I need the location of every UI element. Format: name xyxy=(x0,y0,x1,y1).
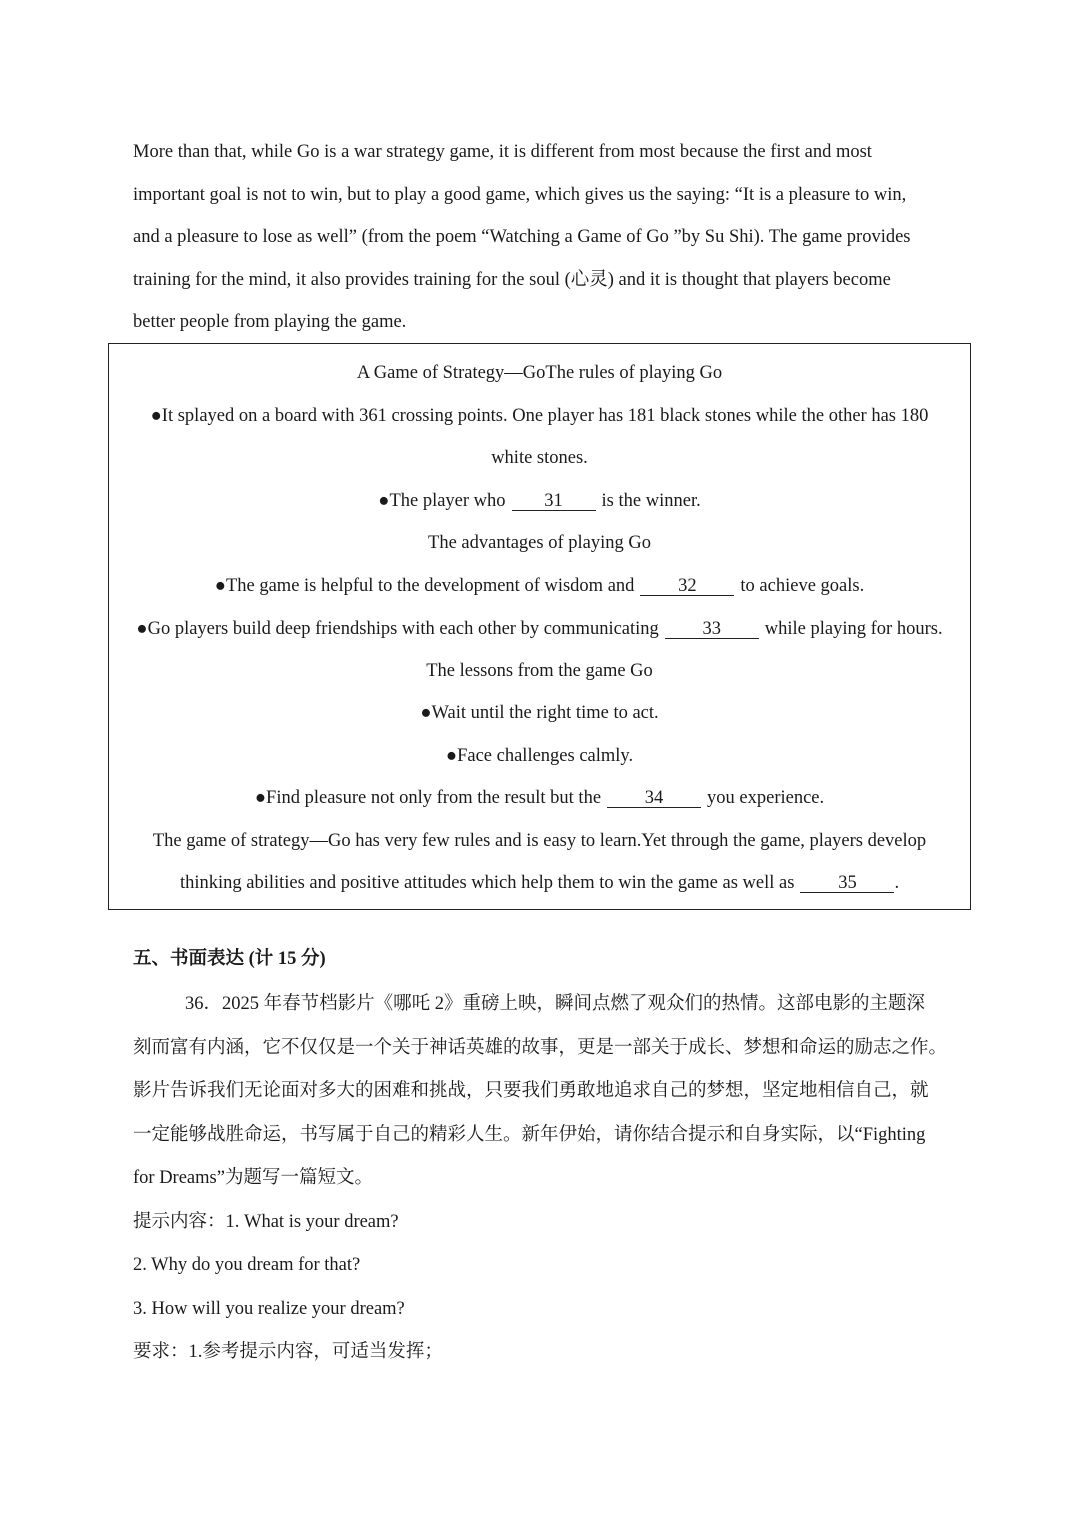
advantage-1 xyxy=(109,574,970,598)
blank-32[interactable]: 32 xyxy=(640,577,734,596)
blank-34[interactable]: 34 xyxy=(607,789,701,808)
summary-line-b-post: . xyxy=(894,873,900,893)
hint-1: 提示内容：1. What is your dream? xyxy=(133,1211,399,1232)
lesson-3 xyxy=(109,786,970,810)
question-36-line: 刻而富有内涵，它不仅仅是一个关于神话英雄的故事，更是一部关于成长、梦想和命运的励志之作。 xyxy=(133,1037,948,1058)
passage-line: More than that, while Go is a war strategy game, it is different from most because the first and most xyxy=(133,142,872,162)
question-36-line: 一定能够战胜命运，书写属于自己的精彩人生。新年伊始，请你结合提示和自身实际，以“Fighting xyxy=(133,1124,926,1145)
rule-2-pre: ●The player who xyxy=(378,491,506,511)
question-36-line: 影片告诉我们无论面对多大的困难和挑战，只要我们勇敢地追求自己的梦想，坚定地相信自己，就 xyxy=(133,1081,929,1101)
lesson-1: ●Wait until the right time to act. xyxy=(420,703,659,723)
advantages-heading: The advantages of playing Go xyxy=(428,533,651,553)
passage-line: training for the mind, it also provides training for the soul (心灵) and it is thought that players become xyxy=(133,269,891,290)
passage-line: and a pleasure to lose as well” (from the poem “Watching a Game of Go ”by Su Shi). The game provides xyxy=(133,227,911,247)
rule-2-post: is the winner. xyxy=(601,491,701,511)
blank-33[interactable]: 33 xyxy=(665,620,759,639)
lesson-3-pre: ●Find pleasure not only from the result but the xyxy=(254,788,602,808)
hint-2: 2. Why do you dream for that? xyxy=(133,1255,361,1275)
summary-line-b xyxy=(109,871,970,895)
requirement-1: 要求：1.参考提示内容，可适当发挥； xyxy=(133,1342,443,1362)
passage-line: important goal is not to win, but to play a good game, which gives us the saying: “It is a pleasure to win, xyxy=(133,184,907,205)
lesson-3-post: you experience. xyxy=(707,788,825,808)
advantage-2-pre: ●Go players build deep friendships with each other by communicating xyxy=(136,619,659,639)
blank-31[interactable]: 31 xyxy=(512,492,596,511)
lesson-2: ●Face challenges calmly. xyxy=(445,746,634,766)
advantage-2-post: while playing for hours. xyxy=(764,619,943,639)
rule-1-line-a: ●It splayed on a board with 361 crossing points. One player has 181 black stones while the other has 180 xyxy=(150,406,929,426)
advantage-2 xyxy=(109,617,970,641)
question-36 xyxy=(133,983,953,1375)
advantage-1-pre: ●The game is helpful to the development of wisdom and xyxy=(214,576,635,596)
rule-1-line-b: white stones. xyxy=(491,448,588,468)
summary-line-b-pre: thinking abilities and positive attitudes which help them to win the game as well as xyxy=(179,873,795,893)
lessons-heading: The lessons from the game Go xyxy=(426,661,653,681)
blank-35[interactable]: 35 xyxy=(800,874,894,893)
rule-2 xyxy=(109,489,970,513)
question-36-line: for Dreams”为题写一篇短文。 xyxy=(133,1168,373,1188)
hint-3: 3. How will you realize your dream? xyxy=(133,1298,405,1319)
passage-line: better people from playing the game. xyxy=(133,312,407,332)
question-36-line: 36．2025 年春节档影片《哪吒 2》重磅上映，瞬间点燃了观众们的热情。这部电影的主题深 xyxy=(185,994,926,1014)
box-title: A Game of Strategy—GoThe rules of playing Go xyxy=(356,363,723,383)
summary-table-box xyxy=(108,343,971,910)
passage xyxy=(133,131,953,344)
section-heading: 五、书面表达 (计 15 分) xyxy=(133,949,326,969)
summary-line-a: The game of strategy—Go has very few rules and is easy to learn.Yet through the game, players develop xyxy=(152,831,927,851)
advantage-1-post: to achieve goals. xyxy=(740,576,865,596)
